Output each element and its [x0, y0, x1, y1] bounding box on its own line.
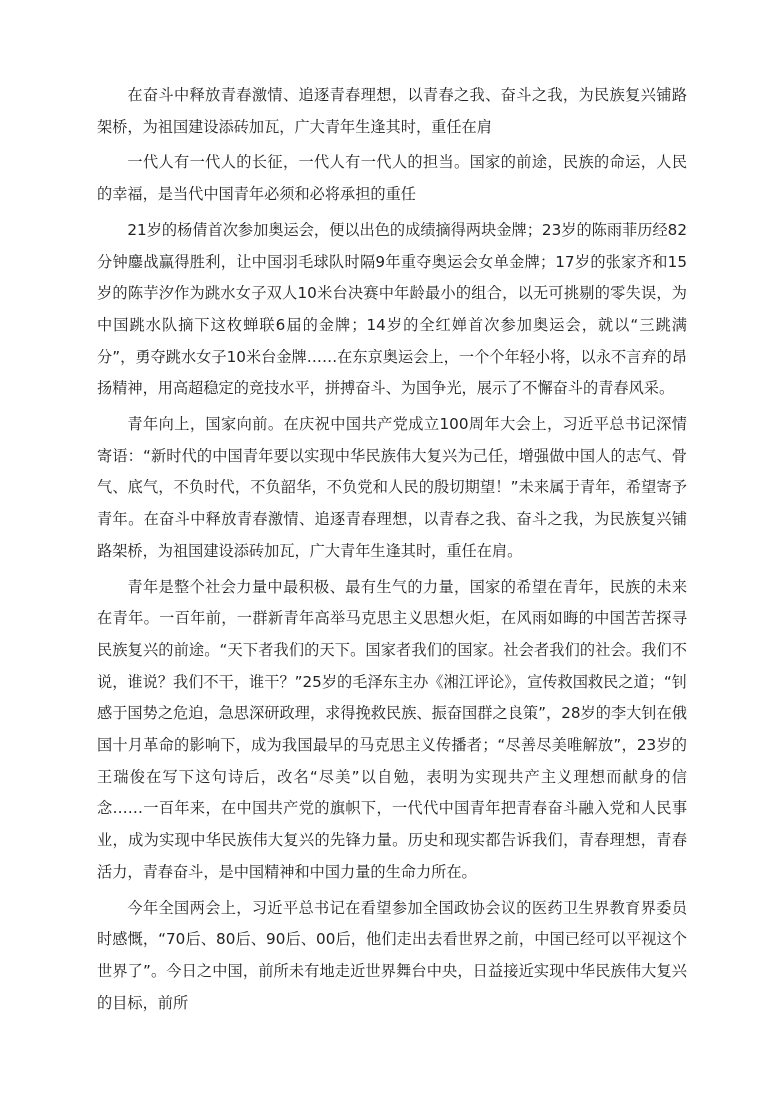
paragraph: 青年是整个社会力量中最积极、最有生气的力量，国家的希望在青年，民族的未来在青年。一百年前，一群新青年高举马克思主义思想火炬，在风雨如晦的中国苦苦探寻民族复兴的前途。“天下者我们的天下。国家者我们的国家。社会者我们的社会。我们不说，谁说？我们不干，谁干？”25岁的毛泽东主办《湘江评论》，宣传救国救民之道；“钊感于国势之危迫，急思深研政理，求得挽救民族、振奋国群之良策”，28岁的李大钊在俄国十月革命的影响下，成为我国最早的马克思主义传播者；“尽善尽美唯解放”，23岁的王瑞俊在写下这句诗后，改名“尽美”以自勉，表明为实现共产主义理想而献身的信念……一百年来，在中国共产党的旗帜下，一代代中国青年把青春奋斗融入党和人民事业，成为实现中华民族伟大复兴的先锋力量。历史和现实都告诉我们，青春理想，青春活力，青春奋斗，是中国精神和中国力量的生命力所在。: [97, 577, 687, 881]
paragraph: 青年向上，国家向前。在庆祝中国共产党成立100周年大会上，习近平总书记深情寄语：“新时代的中国青年要以实现中华民族伟大复兴为己任，增强做中国人的志气、骨气、底气，不负时代，不负韶华，不负党和人民的殷切期望！”未来属于青年，希望寄予青年。在奋斗中释放青春激情、追逐青春理想，以青春之我、奋斗之我，为民族复兴铺路架桥，为祖国建设添砖加瓦，广大青年生逢其时，重任在肩。: [97, 415, 687, 560]
paragraph: 21岁的杨倩首次参加奥运会，便以出色的成绩摘得两块金牌；23岁的陈雨菲历经82分钟鏖战赢得胜利，让中国羽毛球队时隔9年重夺奥运会女单金牌；17岁的张家齐和15岁的陈芋汐作为跳水女子双人10米台决赛中年龄最小的组合，以无可挑剔的零失误，为中国跳水队摘下这枚蝉联6届的金牌；14岁的全红婵首次参加奥运会，就以“三跳满分”，勇夺跳水女子10米台金牌……在东京奥运会上，一个个年轻小将，以永不言弃的昂扬精神，用高超稳定的竞技水平，拼搏奋斗、为国争光，展示了不懈奋斗的青春风采。: [97, 220, 687, 398]
document-body: [97, 80, 687, 1023]
paragraph: 今年全国两会上，习近平总书记在看望参加全国政协会议的医药卫生界教育界委员时感慨，“70后、80后、90后、00后，他们走出去看世界之前，中国已经可以平视这个世界了”。今日之中国，前所未有地走近世界舞台中央，日益接近实现中华民族伟大复兴的目标，前所: [97, 898, 687, 1012]
paragraph: 在奋斗中释放青春激情、追逐青春理想，以青春之我、奋斗之我，为民族复兴铺路架桥，为祖国建设添砖加瓦，广大青年生逢其时，重任在肩: [97, 86, 687, 136]
paragraph: 一代人有一代人的长征，一代人有一代人的担当。国家的前途，民族的命运，人民的幸福，是当代中国青年必须和必将承担的重任: [97, 153, 687, 204]
